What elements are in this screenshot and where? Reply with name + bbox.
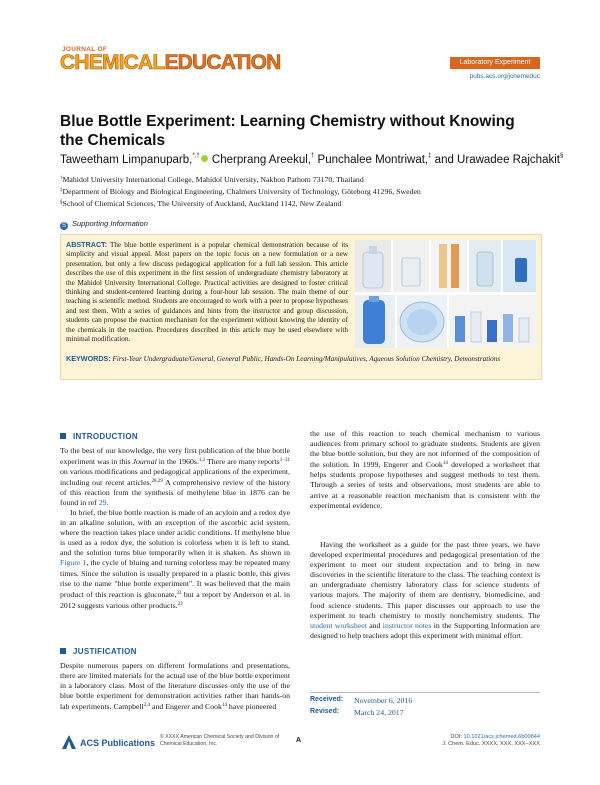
supporting-info-label: Supporting Information — [72, 219, 148, 228]
revised-label: Revised: — [310, 708, 340, 715]
paragraph-right-1 — [310, 429, 540, 511]
journal-logo-top: JOURNAL OF — [62, 46, 108, 53]
abstract — [66, 240, 348, 344]
text-run: developed a worksheet that helps students propose hypotheses and suggest methods to test them. Through a series of tests and observations, most students are able to arrive at a reasonable reaction mechanism that is consistent with the experimental evidence. — [310, 460, 540, 510]
author-affiliation-mark: ‡ — [428, 153, 432, 159]
author-name[interactable]: and Urawadee Rajchakit — [434, 154, 560, 166]
author-name[interactable]: Cherprang Areekul, — [211, 154, 311, 166]
inline-link[interactable]: Figure 1 — [60, 558, 87, 568]
author-name[interactable]: Taweetham Limpanuparb, — [60, 154, 193, 166]
author-list — [60, 153, 564, 166]
text-run: on various modifications and pedagogical applications of the experiment, including our recent articles. — [60, 467, 290, 488]
affiliation-mark: § — [60, 200, 63, 205]
copyright-notice: © XXXX American Chemical Society and Division of Chemical Education, Inc. — [160, 734, 280, 747]
article-dates — [310, 692, 540, 717]
citation-line: J. Chem. Educ. XXXX, XXX, XXX−XXX — [442, 741, 540, 747]
text-run: To the best of our knowledge, the very first publication of the blue bottle experiment was in this — [60, 446, 290, 467]
section-heading-introduction — [60, 432, 138, 441]
received-label: Received: — [310, 696, 344, 703]
article-type-banner: Laboratory Experiment — [450, 57, 540, 69]
author-name[interactable]: Punchalee Montriwat, — [317, 154, 429, 166]
acs-logo-icon — [62, 735, 76, 749]
text-run: and Engerer and Cook — [150, 702, 222, 712]
text-run: There are many reports — [205, 457, 280, 467]
logo-word-chemical: CHEMICAL — [60, 51, 165, 74]
journal-url-link[interactable]: pubs.acs.org/jchemeduc — [469, 73, 540, 80]
doi-line[interactable] — [400, 734, 540, 741]
text-run: and — [366, 620, 383, 630]
section-heading-justification — [60, 647, 137, 656]
abstract-graphic — [355, 240, 536, 348]
section-marker — [60, 648, 66, 654]
inline-link[interactable]: instructor notes — [382, 620, 432, 630]
text-run: Despite numerous papers on different formulations and presentations, there are limited materials for the actual use of the blue bottle experiment in a laboratory class. Most of the literature discusses only the use of the blue bottle experiment for demonstration activities rather than hands-on lab experiments. Campbell — [60, 661, 290, 712]
text-run: . — [106, 498, 109, 508]
affiliation-text: School of Chemical Sciences, The University of Auckland, Auckland 1142, New Zealand — [62, 199, 342, 208]
citation-reference[interactable]: 23 — [177, 601, 183, 607]
text-run: the use of this reaction to teach chemical mechanism to various audiences from primary school to graduate students. Students are given the blue bottle solution, but they are not informed of the composition of the solution. In 1999, Engerer and Cook — [310, 429, 540, 470]
inline-link[interactable]: 29 — [98, 498, 107, 508]
citation-reference[interactable]: 2,4 — [143, 703, 151, 709]
abstract-label: ABSTRACT: — [66, 240, 108, 249]
text-run: in the Supporting Information are designed to help teachers adopt this experiment with minimal effort. — [310, 620, 540, 640]
text-run: In brief, the blue bottle reaction is made of an acyloin and a redox dye in an alkaline solution, with an exception of the ascorbic acid system, where the reaction takes place under acidic conditions. If methylene blue is used as a redox dye, the solution is colorless when it is left to stand, and the solution turns blue temporarily when it is shaken. As shown in — [60, 508, 290, 558]
text-run: , the cycle of bluing and turning colorless may be repeated many times. Since the solution is usually prepared in a plastic bottle, this gives rise to the name "blue bottle experiment". It was believed that the main product of this reaction is gluconate, — [60, 558, 290, 599]
section-heading-text: INTRODUCTION — [73, 432, 138, 441]
logo-word-education: EDUCATION — [164, 51, 281, 74]
keywords — [66, 354, 536, 364]
blue-bottle-photos-graphic — [355, 240, 536, 348]
citation-reference[interactable]: 28,29 — [151, 479, 163, 485]
text-run: have pioneered — [226, 702, 277, 712]
inline-link[interactable]: student worksheet — [310, 620, 367, 630]
affiliation — [60, 174, 540, 185]
citation-reference[interactable]: 1,2 — [198, 458, 206, 464]
text-run: A comprehensive review of the history of this reaction from the synthesis of methylene blue in 1876 can be found in ref — [60, 478, 290, 508]
citation-reference[interactable]: 1−31 — [279, 458, 291, 464]
author-affiliation-mark: † — [310, 153, 315, 159]
italic-text: Journal — [132, 457, 157, 467]
abstract-body: The blue bottle experiment is a popular chemical demonstration because of its simplicity and visual appeal. Most papers on the topic focus on a new formulation or a new presentation, but only a few discuss pedagogical application for a full lab session. This article describes the use of this experiment in the first session of undergraduate chemistry laboratory at the Mahidol University International College. Practical activities are designed to foster critical thinking and student-centered learning during a four-hour lab session. The main theme of our teaching is scientific method. Students are encouraged to work with a peer to propose hypotheses and test them. With a series of guidances and hints from the instructor and group discussion, students can propose the reaction mechanism for the experiment without knowing the identity of the chemicals in the reaction. Procedures described in this article may be used elsewhere with minimal modification. — [66, 241, 348, 344]
journal-logo — [60, 52, 281, 74]
article-title: Blue Bottle Experiment: Learning Chemistry without Knowing the Chemicals — [60, 113, 515, 149]
citation-reference[interactable]: 14 — [221, 703, 227, 709]
received-date: November 6, 2016 — [354, 696, 413, 705]
paragraph-justification-1 — [60, 661, 290, 712]
affiliation-mark: ‡ — [60, 188, 63, 193]
section-marker — [60, 433, 66, 439]
author-affiliation-mark: § — [559, 153, 564, 159]
affiliation-mark: † — [60, 176, 63, 181]
citation-reference[interactable]: 32 — [176, 590, 182, 596]
revised-date: March 24, 2017 — [354, 708, 404, 717]
paragraph-intro-2 — [60, 508, 290, 611]
affiliation — [60, 198, 540, 209]
doi-label: DOI: — [450, 734, 464, 740]
text-run: Having the worksheet as a guide for the past three years, we have developed experimental procedures and pedagogical presentation of the experiment to meet our student expectation and to bring in new discoveries in the scientific literature to the class. The teaching context is an undergraduate chemistry laboratory class for science students of various majors. The majority of them are dentistry, biomedicine, and food science students. This paper discusses our approach to use the experiment to teach chemistry to mostly nonchemistry students. The — [310, 540, 540, 620]
page-number: A — [296, 737, 302, 744]
doi-block — [400, 734, 540, 748]
paragraph-intro-1 — [60, 446, 290, 509]
paragraph-right-2 — [310, 540, 540, 641]
affiliation-text: Department of Biology and Biological Engineering, Chalmers University of Technology, Göteborg 41296, Sweden — [62, 187, 421, 196]
supporting-info-icon: S — [61, 223, 66, 229]
received-date-row — [310, 696, 540, 705]
text-run: in the 1960s. — [156, 457, 199, 467]
acs-publications-label: ACS Publications — [80, 738, 156, 748]
orcid-icon[interactable] — [201, 155, 208, 162]
section-heading-text: JUSTIFICATION — [73, 647, 137, 656]
author-affiliation-mark: *,† — [192, 153, 200, 159]
keywords-label: KEYWORDS: — [66, 354, 111, 363]
affiliation-text: Mahidol University International College, Mahidol University, Nakhon Pathom 73170, Thailand — [62, 175, 364, 184]
keywords-list: First-Year Undergraduate/General, General Public, Hands-On Learning/Manipulatives, Aqueous Solution Chemistry, Demonstrations — [112, 355, 501, 363]
acs-publications-logo[interactable] — [62, 735, 155, 749]
citation-reference[interactable]: 14 — [442, 461, 448, 467]
revised-date-row — [310, 708, 540, 717]
doi-link[interactable]: 10.1021/acs.jchemed.6b00844 — [463, 734, 540, 740]
supporting-information-link[interactable] — [60, 219, 148, 230]
text-run: but a report by Anderson et al. in 2012 suggests various other products. — [60, 589, 290, 610]
affiliation — [60, 186, 540, 197]
